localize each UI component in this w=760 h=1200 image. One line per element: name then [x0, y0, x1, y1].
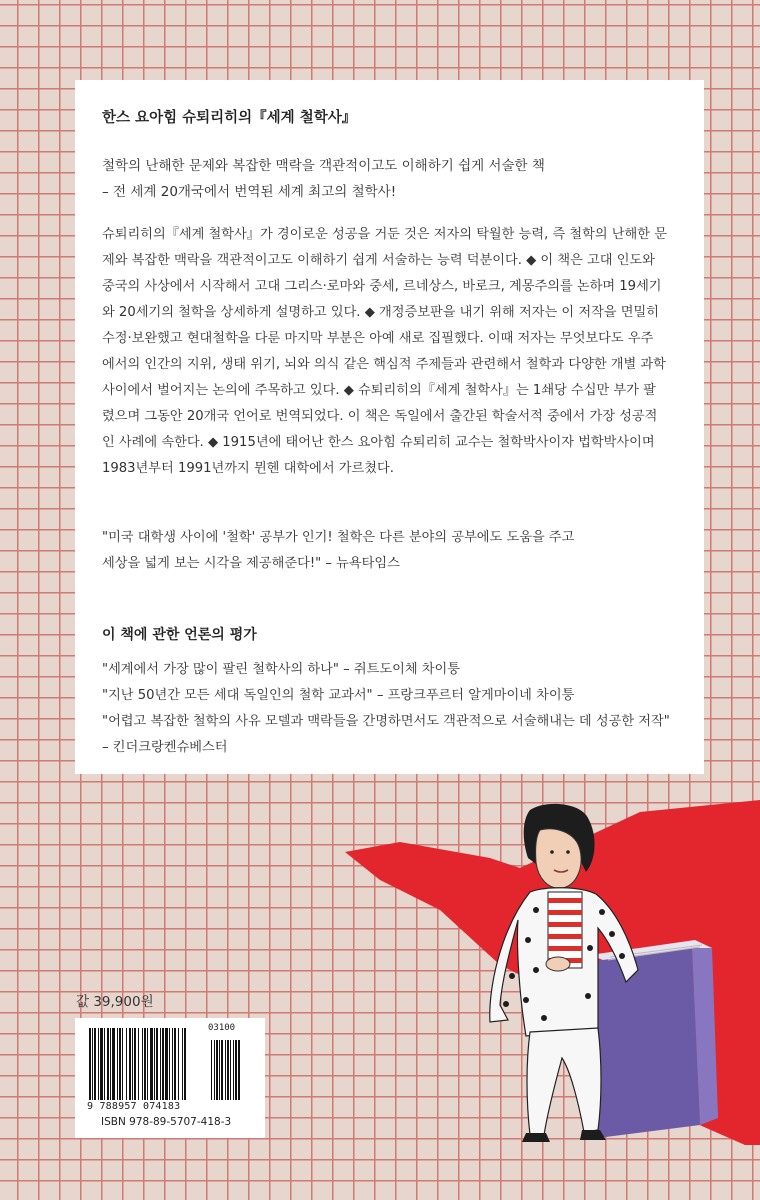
review-source: – 킨더크랑켄슈베스터: [102, 740, 228, 755]
book-title: 한스 요아힘 슈퇴리히의『세계 철학사』: [102, 110, 357, 126]
reviews-heading: 이 책에 관한 언론의 평가: [102, 627, 257, 643]
review-quote: "세계에서 가장 많이 팔린 철학사의 하나" – 쥐트도이체 차이퉁: [102, 662, 460, 677]
description-line: 와 20세기의 철학을 상세하게 설명하고 있다. ◆ 개정증보판을 내기 위해 저자는 이 저작을 면밀히: [102, 305, 659, 320]
description-line: 중국의 사상에서 시작해서 고대 그리스·로마와 중세, 르네상스, 바로크, 계몽주의를 논하며 19세기: [102, 279, 662, 294]
description-line: 에서의 인간의 지위, 생태 위기, 뇌와 의식 같은 핵심적 주제들과 관련해서 철학과 다양한 개별 과학: [102, 357, 666, 372]
philosopher-illustration: [340, 800, 760, 1145]
isbn-label: ISBN 978-89-5707-418-3: [101, 1116, 232, 1128]
description-line: 렸으며 그동안 20개국 언어로 번역되었다. 이 책은 독일에서 출간된 학술서적 중에서 가장 성공적: [102, 409, 658, 424]
description-line: 1983년부터 1991년까지 뮌헨 대학에서 가르쳤다.: [102, 461, 394, 476]
nyt-quote-line: 세상을 넓게 보는 시각을 제공해준다!" – 뉴욕타임스: [102, 556, 400, 571]
barcode-addon-digits: 03100: [208, 1023, 236, 1033]
description-line: 사이에서 벌어지는 논의에 주목하고 있다. ◆ 슈퇴리히의『세계 철학사』는 1쇄당 수십만 부가 팔: [102, 383, 656, 398]
barcode-digits: 9 788957 074183: [87, 1101, 181, 1112]
nyt-quote-line: "미국 대학생 사이에 '철학' 공부가 인기! 철학은 다른 분야의 공부에도 도움을 주고: [102, 530, 575, 545]
text-panel: [75, 80, 704, 774]
book-icon: [588, 940, 718, 1138]
description-line: 인 사례에 속한다. ◆ 1915년에 태어난 한스 요아힘 슈퇴리히 교수는 철학박사이자 법학박사이며: [102, 435, 655, 450]
intro-subline: – 전 세계 20개국에서 번역된 세계 최고의 철학사!: [102, 184, 397, 200]
barcode-icon: [89, 1028, 254, 1102]
description-line: 슈퇴리히의『세계 철학사』가 경이로운 성공을 거둔 것은 저자의 탁월한 능력, 즉 철학의 난해한 문: [102, 227, 667, 242]
description-line: 제와 복잡한 맥락을 객관적이고도 이해하기 쉽게 서술하는 능력 덕분이다. ◆ 이 책은 고대 인도와: [102, 253, 655, 268]
price-label: 값 39,900원: [76, 994, 154, 1010]
description-paragraph: [102, 222, 678, 482]
barcode-box: [75, 1018, 265, 1138]
review-quote: "지난 50년간 모든 세대 독일인의 철학 교과서" – 프랑크푸르터 알게마이네 차이퉁: [102, 688, 575, 703]
review-quote: "어렵고 복잡한 철학의 사유 모델과 맥락들을 간명하면서도 객관적으로 서술해내는 데 성공한 저작": [102, 714, 670, 729]
description-line: 수정·보완했고 현대철학을 다룬 마지막 부분은 아예 새로 집필했다. 이때 저자는 무엇보다도 우주: [102, 331, 654, 346]
intro-line: 철학의 난해한 문제와 복잡한 맥락을 객관적이고도 이해하기 쉽게 서술한 책: [102, 158, 545, 174]
